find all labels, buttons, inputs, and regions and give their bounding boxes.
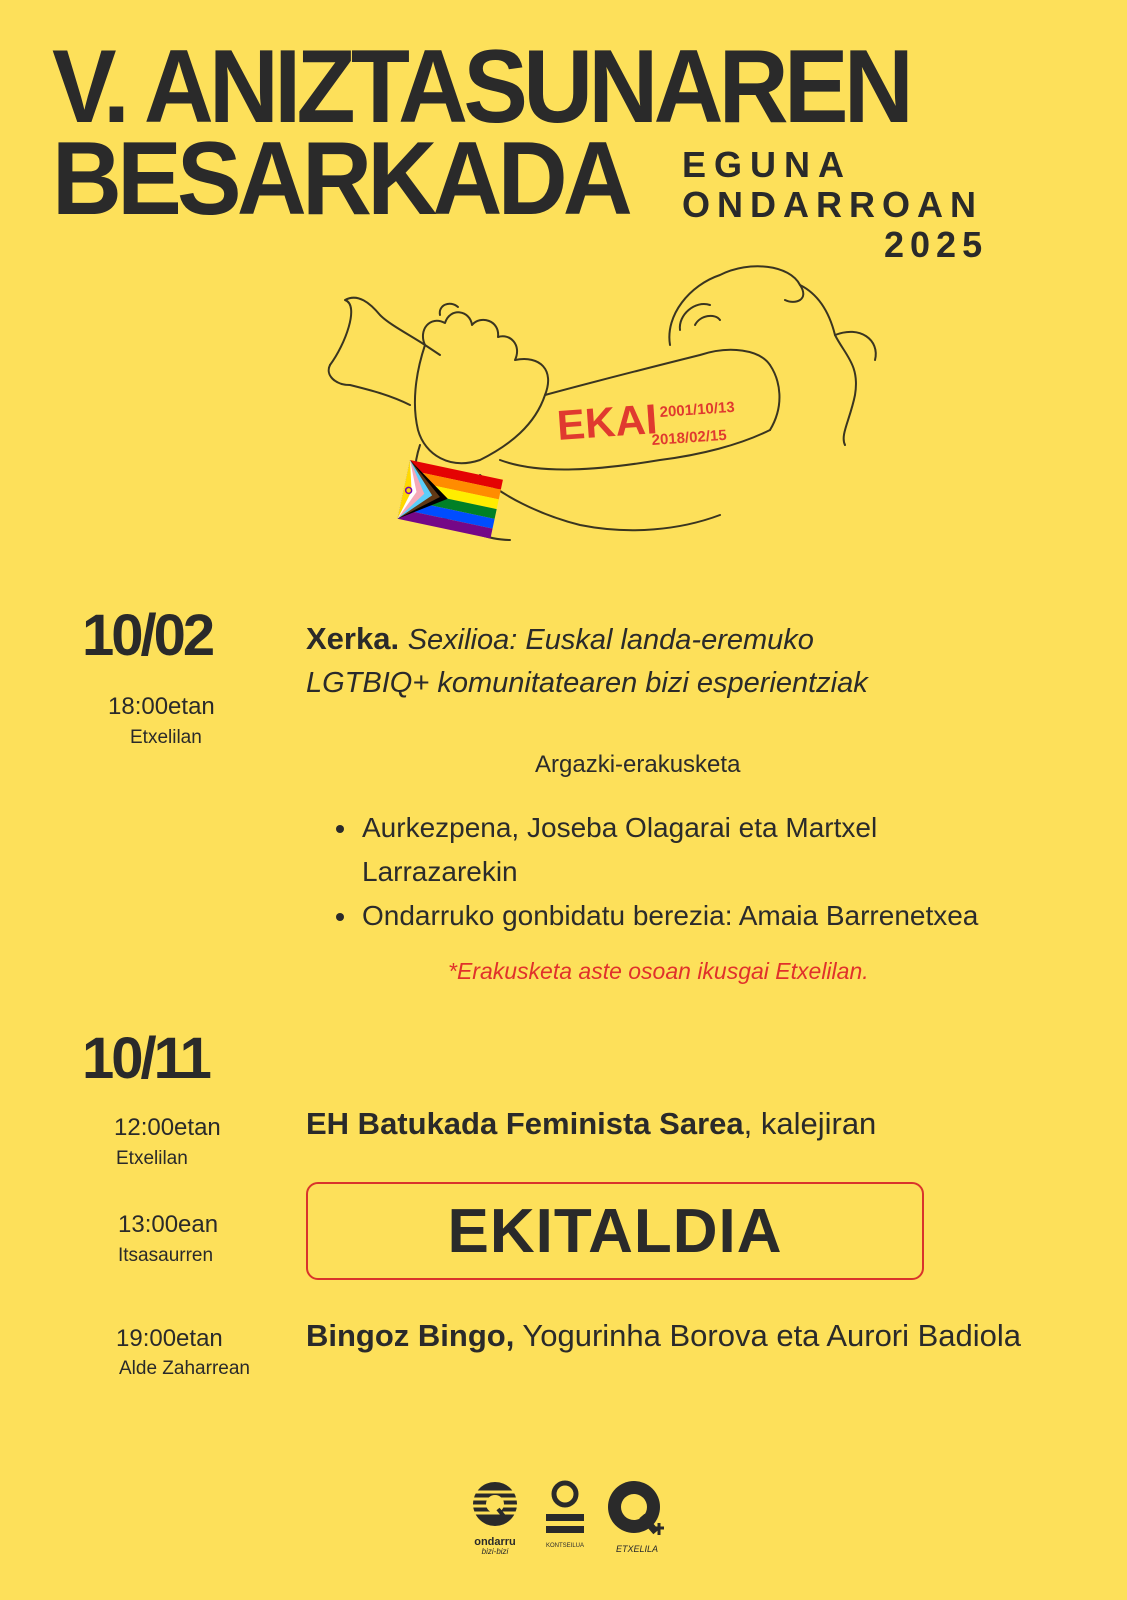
exhibit-note: *Erakusketa aste osoan ikusgai Etxelilan. [448, 958, 869, 984]
logo-kontseilua [540, 1480, 590, 1549]
title-line-1: V. ANIZTASUNAREN [52, 29, 910, 145]
time-item-3: 19:00etan [116, 1325, 223, 1352]
armband-date-1: 2001/10/13 [659, 398, 736, 421]
kontseilua-logo-icon [540, 1480, 590, 1550]
place-day-1: Etxelilan [130, 727, 202, 748]
logo-ondarru-tag: bizi-bizi [481, 1547, 509, 1556]
event-xerka-subtitle: Sexilioa: Euskal landa-eremuko [407, 624, 814, 656]
event-bingo-rest: Yogurinha Borova eta Aurori Badiola [514, 1318, 1022, 1353]
title-line-2: BESARKADA [52, 121, 629, 237]
date-day-1: 10/02 [82, 603, 213, 668]
ekitaldia-box: EKITALDIA [306, 1182, 924, 1280]
subtitle-ondarroan: ONDARROAN [682, 184, 983, 225]
logo-ondarru [465, 1480, 525, 1556]
event-xerka-subtitle-2: LGTBIQ+ komunitatearen bizi esperientziak [306, 667, 868, 699]
event-xerka-title: Xerka. [306, 621, 400, 656]
armband-date-2: 2018/02/15 [651, 426, 728, 449]
event-bingo-title: Bingoz Bingo, [306, 1318, 515, 1353]
date-day-2: 10/11 [82, 1026, 209, 1091]
logo-kontseilua-name: KONTSEILUA [545, 1543, 584, 1549]
progress-pride-flag-icon [398, 460, 503, 538]
place-item-2: Itsasaurren [118, 1245, 214, 1266]
armband-ekai-text: EKAI [555, 395, 659, 449]
time-item-2: 13:00ean [118, 1211, 219, 1238]
event-batukada-rest: , kalejiran [743, 1106, 877, 1141]
event-xerka [306, 618, 1106, 704]
exhibit-list [326, 806, 1086, 938]
place-item-1: Etxelilan [116, 1148, 188, 1169]
time-day-1: 18:00etan [108, 693, 215, 720]
time-item-1: 12:00etan [114, 1114, 221, 1141]
subtitle-year: 2025 [884, 224, 989, 265]
place-item-3: Alde Zaharrean [119, 1358, 250, 1379]
logo-etxelila [602, 1478, 672, 1554]
ondarru-logo-icon [465, 1480, 525, 1532]
exhibit-title: Argazki-erakusketa [535, 751, 741, 778]
event-bingo [306, 1318, 1021, 1354]
list-item: Ondarruko gonbidatu berezia: Amaia Barrenetxea [326, 894, 1086, 938]
logo-ondarru-name: ondarru [474, 1536, 516, 1548]
logo-etxelila-name: ETXELILA [615, 1544, 659, 1554]
embracing-arms-illustration [300, 245, 900, 575]
event-batukada [306, 1106, 876, 1142]
subtitle-eguna: EGUNA [682, 144, 853, 185]
etxelila-logo-icon [602, 1478, 672, 1540]
event-batukada-title: EH Batukada Feminista Sarea [306, 1106, 744, 1141]
list-item: Aurkezpena, Joseba Olagarai eta Martxel Larrazarekin [326, 806, 972, 894]
